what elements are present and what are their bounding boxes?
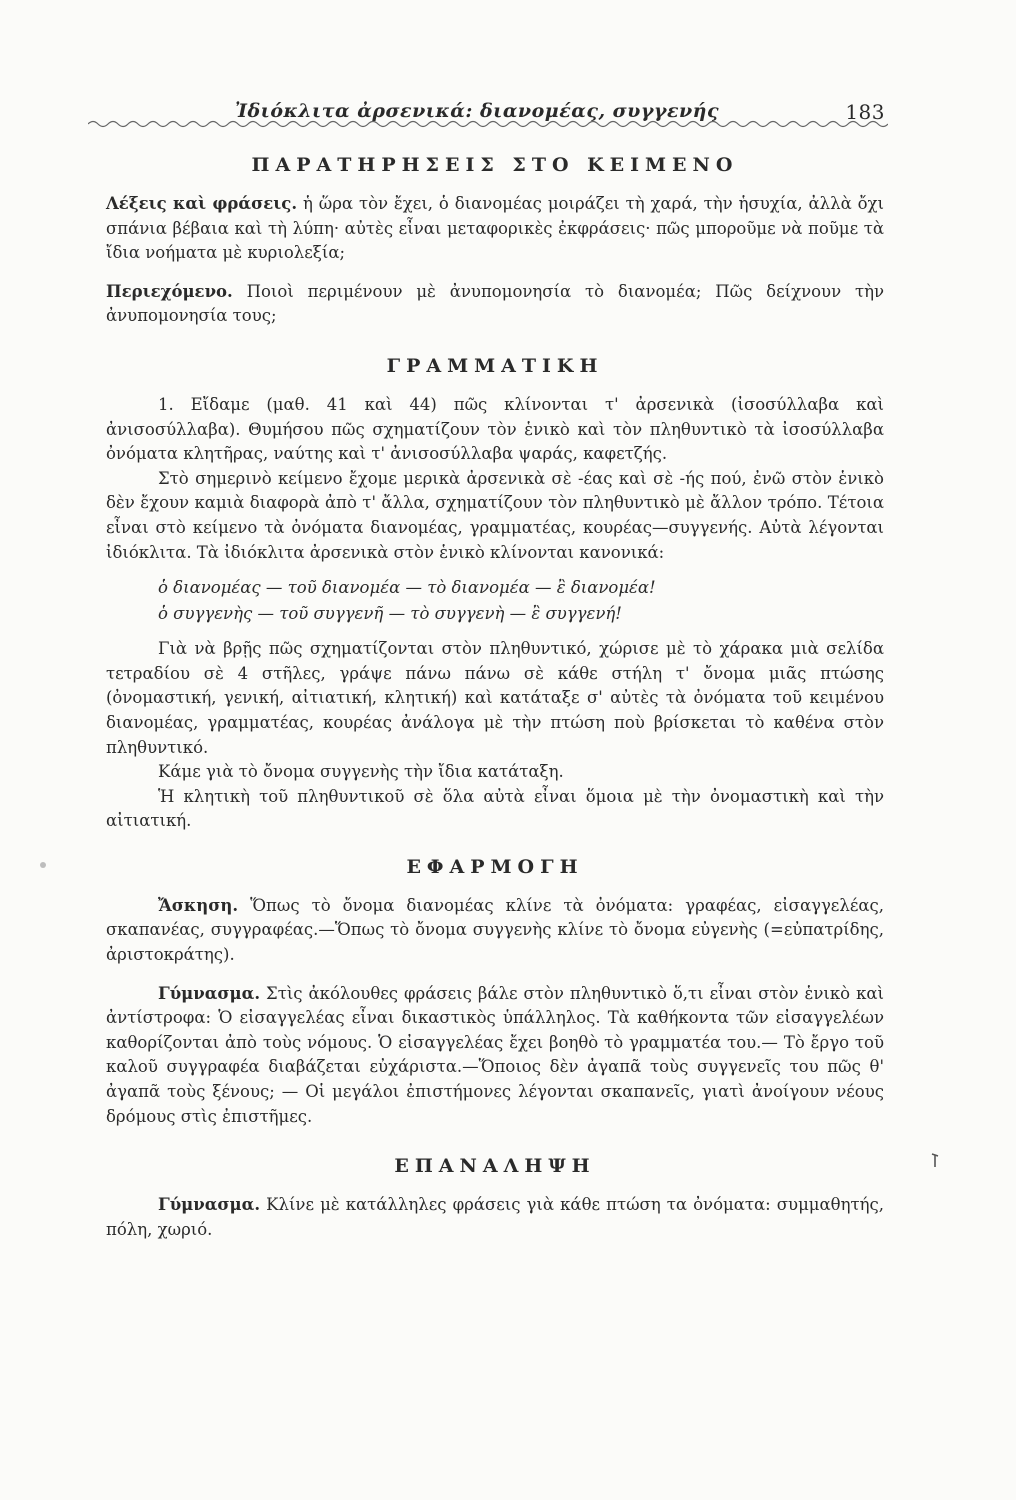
stray-dot-mark bbox=[40, 862, 46, 868]
grammar-paragraph-1: 1. Εἴδαμε (μαθ. 41 καὶ 44) πῶς κλίνονται τ' ἀρσενικὰ (ἰσοσύλλαβα καὶ ἀνισοσύλλαβα). Θυμήσου πῶς σχηματίζουν τὸν ἑνικὸ καὶ τὸν πληθυντικὸ τὰ ἰσοσύλλαβα ὀνόματα κλητῆρας, ναύτης καὶ τ' ἀνισοσύλλαβα ψαράς, καφετζής. bbox=[106, 394, 884, 464]
declension-line-dianomeas: ὁ διανομέας — τοῦ διανομέα — τὸ διανομέα — ἒ διανομέα! bbox=[158, 578, 656, 598]
grammar-title: ΓΡΑΜΜΑΤΙΚΗ bbox=[386, 354, 604, 377]
content-label: Περιεχόμενο. bbox=[106, 281, 233, 301]
words-paragraph bbox=[106, 192, 884, 266]
grammar-paragraph-4: Κάμε γιὰ τὸ ὄνομα συγγενὴς τὴν ἴδια κατάταξη. bbox=[158, 762, 564, 782]
declension-line-syggenis: ὁ συγγενὴς — τοῦ συγγενῆ — τὸ συγγενὴ — ἒ συγγενή! bbox=[158, 604, 622, 624]
review-drill-paragraph bbox=[106, 1193, 884, 1242]
grammar-paragraph-2: Στὸ σημερινὸ κείμενο ἔχομε μερικὰ ἀρσενικὰ σὲ -έας καὶ σὲ -ής πού, ἐνῶ στὸν ἑνικὸ δὲν ἔχουν καμιὰ διαφορὰ ἀπὸ τ' ἄλλα, σχηματίζουν τὸν πληθυντικὸ μὲ ἄλλον τρόπο. Τέτοια εἶναι στὸ κείμενο τὰ ὀνόματα διανομέας, γραμματέας, κουρέας—συγγενής. Αὐτὰ λέγονται ἰδιόκλιτα. Τὰ ἰδιόκλιτα ἀρσενικὰ στὸν ἑνικὸ κλίνονται κανονικά: bbox=[106, 468, 884, 562]
application-title: ΕΦΑΡΜΟΓΗ bbox=[406, 855, 584, 878]
grammar-paragraph-3: Γιὰ νὰ βρῇς πῶς σχηματίζονται στὸν πληθυντικό, χώρισε μὲ τὸ χάρακα μιὰ σελίδα τετραδίου σὲ 4 στῆλες, γράψε πάνω πάνω σὲ κάθε στήλη τ' ὄνομα μιᾶς πτώσης (ὀνομαστική, γενική, αἰτιατική, κλητική) καὶ κατάταξε σ' αὐτὲς τὰ ὀνόματα τοῦ κειμένου διανομέας, γραμματέας, κουρέας ἀνάλογα μὲ τὴν πτώση ποὺ βρίσκεται τὸ καθένα στὸν πληθυντικό. bbox=[106, 639, 884, 757]
exercise-paragraph bbox=[106, 894, 884, 968]
page-number: 183 bbox=[845, 100, 885, 124]
review-title: ΕΠΑΝΑΛΗΨΗ bbox=[394, 1155, 596, 1178]
stray-ink-mark bbox=[930, 1152, 940, 1168]
grammar-paragraph-5: Ἡ κλητικὴ τοῦ πληθυντικοῦ σὲ ὅλα αὐτὰ εἶναι ὅμοια μὲ τὴν ὀνομαστικὴ καὶ τὴν αἰτιατική. bbox=[106, 786, 884, 831]
application-drill-paragraph bbox=[106, 982, 884, 1130]
words-text: ἡ ὥρα τὸν ἔχει, ὁ διανομέας μοιράζει τὴ χαρά, τὴν ἡσυχία, ἀλλὰ ὄχι σπάνια βέβαια καὶ τὴ λύπη· αὐτὲς εἶναι μεταφορικὲς ἐκφράσεις· πῶς μποροῦμε νὰ ποῦμε τὰ ἴδια νοήματα μὲ κυριολεξία; bbox=[106, 194, 885, 263]
words-label: Λέξεις καὶ φράσεις. bbox=[106, 194, 298, 213]
content-paragraph bbox=[106, 280, 884, 329]
exercise-label: Ἄσκηση. bbox=[158, 895, 239, 915]
notes-title: ΠΑΡΑΤΗΡΗΣΕΙΣ ΣΤΟ ΚΕΙΜΕΝΟ bbox=[251, 154, 739, 176]
exercise-text: Ὅπως τὸ ὄνομα διανομέας κλίνε τὰ ὀνόματα: γραφέας, εἰσαγγελέας, σκαπανέας, συγγραφέας.—Ὅπως τὸ ὄνομα συγγενὴς κλίνε τὸ ὄνομα εὐγενὴς (=εὐπατρίδης, ἀριστοκράτης). bbox=[106, 895, 884, 965]
wavy-rule bbox=[88, 118, 888, 130]
review-drill-text: Κλίνε μὲ κατάλληλες φράσεις γιὰ κάθε πτώση τα ὀνόματα: συμμαθητής, πόλη, χωριό. bbox=[106, 1195, 884, 1239]
page-body bbox=[106, 152, 884, 1242]
review-drill-label: Γύμνασμα. bbox=[158, 1195, 261, 1215]
content-text: Ποιοὶ περιμένουν μὲ ἀνυπομονησία τὸ διανομέα; Πῶς δείχνουν τὴν ἀνυπομονησία τους; bbox=[106, 281, 885, 326]
running-title: Ἰδιόκλιτα ἀρσενικά: διανομέας, συγγενής bbox=[235, 100, 720, 122]
application-drill-text: Στὶς ἀκόλουθες φράσεις βάλε στὸν πληθυντικὸ ὅ,τι εἶναι στὸν ἑνικὸ καὶ ἀντίστροφα: Ὁ εἰσαγγελέας εἶναι δικαστικὸς ὑπάλληλος. Τὰ καθήκοντα τῶν εἰσαγγελέων καθορίζονται ἀπὸ τοὺς νόμους. Ὁ εἰσαγγελέας ἔχει βοηθὸ τὸ γραμματέα του.— Τὸ ἔργο τοῦ καλοῦ συγγραφέα διαβάζεται εὐχάριστα.—Ὅποιος δὲν ἀγαπᾶ τοὺς συγγενεῖς του πῶς θ' ἀγαπᾶ τοὺς ξένους; — Οἱ μεγάλοι ἐπιστήμονες λέγονται σκαπανεῖς, γιατὶ ἀνοίγουν νέους δρόμους στὶς ἐπιστῆμες. bbox=[106, 983, 884, 1126]
declension-examples bbox=[158, 575, 884, 627]
application-drill-label: Γύμνασμα. bbox=[158, 983, 261, 1003]
